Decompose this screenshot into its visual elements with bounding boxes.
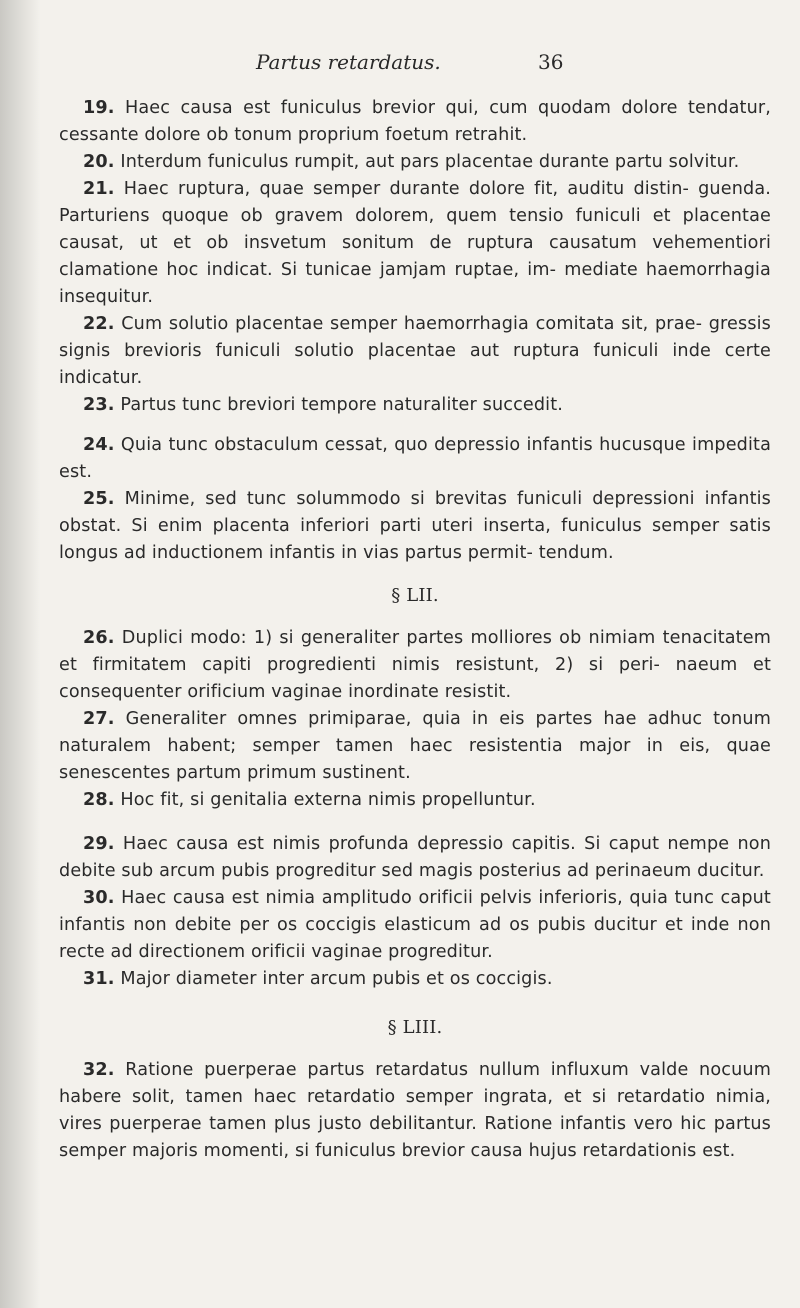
- paragraph-text: Cum solutio placentae semper haemorrhagia comitata sit, prae- gressis signis brevioris funiculi solutio placentae aut ruptura funiculi inde certe indicatur.: [59, 314, 771, 388]
- paragraph-text: Hoc fit, si genitalia externa nimis propelluntur.: [120, 790, 536, 810]
- paragraph-number: 23.: [83, 395, 115, 415]
- paragraph-number: 22.: [83, 314, 115, 334]
- paragraph-number: 20.: [83, 152, 115, 172]
- section-heading-liii: § LIII.: [387, 1017, 443, 1038]
- paragraph-text: Haec ruptura, quae semper durante dolore fit, auditu distin- guenda. Parturiens quoque ob gravem dolorem, quem tensio funiculi et placentae causat, ut et ob insvetum sonitum de ruptura causatum vehementiori clamatione hoc indicat. Si tunicae jamjam ruptae, im- mediate haemorrhagia insequitur.: [59, 179, 771, 307]
- paragraph-text: Interdum funiculus rumpit, aut pars placentae durante partu solvitur.: [120, 152, 740, 172]
- paragraph-text: Generaliter omnes primiparae, quia in eis partes hae adhuc tonum naturalem habent; semper tamen haec resistentia major in eis, quae senescentes partum primum sustinent.: [59, 709, 771, 783]
- paragraph-number: 26.: [83, 628, 115, 648]
- paragraph-20: [59, 149, 771, 176]
- running-title: Partus retardatus.: [256, 50, 441, 74]
- paragraph-text: Ratione puerperae partus retardatus nullum influxum valde nocuum habere solit, tamen haec retardatio semper ingrata, et si retardatio nimia, vires puerperae tamen plus justo debilitantur. Ratione infantis vero hic partus semper majoris momenti, si funiculus brevior causa hujus retardationis est.: [59, 1060, 771, 1161]
- paragraph-31: [59, 966, 771, 993]
- paragraph-text: Haec causa est nimis profunda depressio capitis. Si caput nempe non debite sub arcum pubis progreditur sed magis posterius ad perinaeum ducitur.: [59, 834, 771, 881]
- paragraph-number: 29.: [83, 834, 115, 854]
- paragraph-text: Minime, sed tunc solummodo si brevitas funiculi depressioni infantis obstat. Si enim placenta inferiori parti uteri inserta, funiculus semper satis longus ad inductionem infantis in vias partus permit- tendum.: [59, 489, 771, 563]
- paragraph-number: 28.: [83, 790, 115, 810]
- paragraph-number: 19.: [83, 98, 115, 118]
- section-heading-lii: § LII.: [391, 585, 439, 606]
- text-block-1: [59, 95, 771, 1165]
- paragraph-32: [59, 1057, 771, 1165]
- page-edge-shadow: [0, 0, 40, 1308]
- paragraph-text: Major diameter inter arcum pubis et os coccigis.: [120, 969, 553, 989]
- paragraph-19: [59, 95, 771, 149]
- paragraph-number: 32.: [83, 1060, 115, 1080]
- paragraph-text: Duplici modo: 1) si generaliter partes molliores ob nimiam tenacitatem et firmitatem capiti progredienti nimis resistunt, 2) si peri- naeum et consequenter orificium vaginae inordinate resistit.: [59, 628, 771, 702]
- paragraph-29: [59, 831, 771, 885]
- paragraph-26: [59, 625, 771, 706]
- paragraph-28: [59, 787, 771, 814]
- paragraph-text: Partus tunc breviori tempore naturaliter succedit.: [120, 395, 564, 415]
- paragraph-21: [59, 176, 771, 311]
- page-number: 36: [538, 50, 564, 74]
- paragraph-number: 25.: [83, 489, 115, 509]
- paragraph-30: [59, 885, 771, 966]
- paragraph-25: [59, 486, 771, 567]
- paragraph-text: Quia tunc obstaculum cessat, quo depressio infantis hucusque impedita est.: [59, 435, 772, 482]
- paragraph-number: 21.: [83, 179, 115, 199]
- paragraph-text: Haec causa est nimia amplitudo orificii pelvis inferioris, quia tunc caput infantis non debite per os coccigis elasticum ad os pubis ducitur et inde non recte ad directionem orificii vaginae progreditur.: [59, 888, 771, 962]
- paragraph-number: 27.: [83, 709, 115, 729]
- paragraph-27: [59, 706, 771, 787]
- paragraph-number: 24.: [83, 435, 115, 455]
- paragraph-number: 31.: [83, 969, 115, 989]
- paragraph-number: 30.: [83, 888, 115, 908]
- running-header: [256, 50, 564, 80]
- paragraph-text: Haec causa est funiculus brevior qui, cum quodam dolore tendatur, cessante dolore ob tonum proprium foetum retrahit.: [59, 98, 771, 145]
- paragraph-22: [59, 311, 771, 392]
- paragraph-23: [59, 392, 771, 419]
- paragraph-24: [59, 432, 771, 486]
